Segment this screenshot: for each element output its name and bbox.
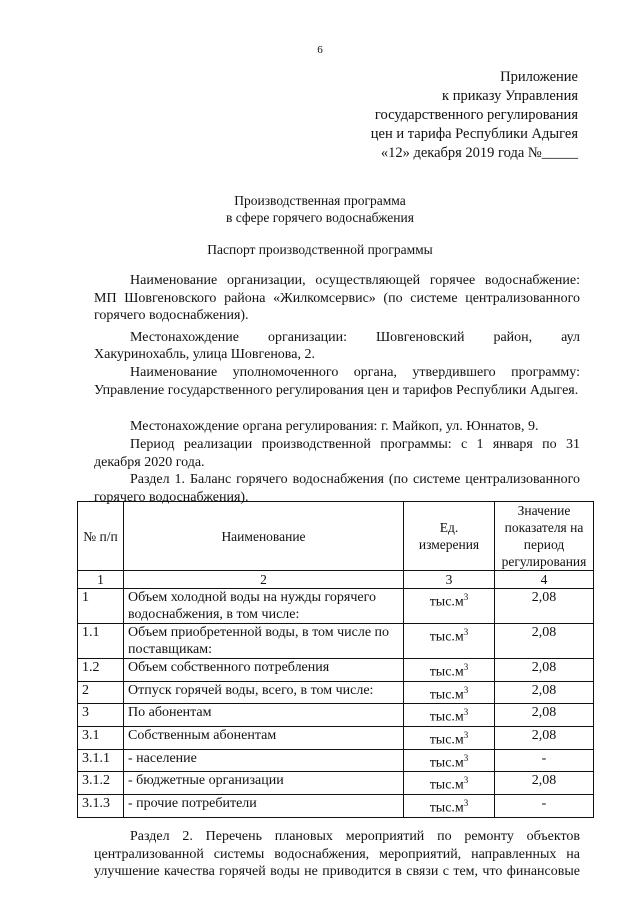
header-name: Наименование [124,502,404,571]
row-value: 2,08 [495,589,594,624]
row-name: Отпуск горячей воды, всего, в том числе: [124,681,404,704]
authority-location-paragraph: Местонахождение органа регулирования: г. Майкоп, ул. Юннатов, 9. [130,419,539,434]
index-cell: 1 [78,571,124,589]
row-name: Объем собственного потребления [124,659,404,682]
index-cell: 4 [495,571,594,589]
row-number: 2 [78,681,124,704]
row-number: 3.1.1 [78,749,124,772]
header-unit: Ед. измерения [404,502,495,571]
header-value: Значение показателя на период регулирования [495,502,594,571]
appendix-line: Приложение [500,69,578,85]
row-name: По абонентам [124,704,404,727]
row-unit: $тыс.м^3$ [404,704,495,727]
row-value: 2,08 [495,681,594,704]
row-value: 2,08 [495,704,594,727]
row-unit: $тыс.м^3$ [404,589,495,624]
row-name: - прочие потребители [124,794,404,817]
row-value: 2,08 [495,772,594,795]
row-unit: $тыс.м^3$ [404,681,495,704]
section1-paragraph: Раздел 1. Баланс горячего водоснабжения (по системе централизованного горячего водоснабжения). [94,472,580,505]
row-unit: $тыс.м^3$ [404,749,495,772]
row-number: 1 [78,589,124,624]
org-name-paragraph: Наименование организации, осуществляющей горячее водоснабжение: МП Шовгеновского района «Жилкомсервис» (по системе централизованного горячего водоснабжения). [94,273,580,323]
index-cell: 3 [404,571,495,589]
row-value: - [495,794,594,817]
index-cell: 2 [124,571,404,589]
appendix-line: цен и тарифа Республики Адыгея [370,126,578,142]
appendix-line: к приказу Управления [442,88,578,104]
org-location-paragraph: Местонахождение организации: Шовгеновский район, аул [130,330,580,345]
table-row [78,704,594,727]
program-title-line: в сфере горячего водоснабжения [226,210,414,225]
row-name: Собственным абонентам [124,726,404,749]
appendix-block [371,68,578,163]
row-number: 3 [78,704,124,727]
table-row [78,726,594,749]
row-unit: $тыс.м^3$ [404,659,495,682]
row-value: 2,08 [495,624,594,659]
row-number: 1.1 [78,624,124,659]
table-header-row [78,502,594,571]
section2-paragraph: Раздел 2. Перечень плановых мероприятий по ремонту объектов централизованной системы водоснабжения, мероприятий, направленных на улучшение качества горячей воды не приводится в связи с тем, что финансовые [94,829,580,879]
appendix-line: «12» декабря 2019 года №_____ [380,145,578,161]
table-index-row [78,571,594,589]
row-unit: $тыс.м^3$ [404,726,495,749]
row-number: 3.1 [78,726,124,749]
row-value: 2,08 [495,659,594,682]
row-number: 3.1.3 [78,794,124,817]
row-unit: $тыс.м^3$ [404,772,495,795]
table-row [78,681,594,704]
program-title [0,192,640,226]
row-unit: $тыс.м^3$ [404,794,495,817]
table-row [78,772,594,795]
table-row [78,749,594,772]
table-body [78,589,594,818]
header-num: № п/п [78,502,124,571]
authority-paragraph: Наименование уполномоченного органа, утвердившего программу: Управление государственного регулирования цен и тарифов Республики Адыгея. [94,365,580,398]
row-name: Объем холодной воды на нужды горячего водоснабжения, в том числе: [124,589,404,624]
table-row [78,794,594,817]
table-row [78,659,594,682]
program-title-line: Производственная программа [234,193,406,208]
row-name: - население [124,749,404,772]
table-row [78,624,594,659]
row-value: - [495,749,594,772]
row-name: - бюджетные организации [124,772,404,795]
appendix-line: государственного регулирования [374,107,578,123]
table-row [78,589,594,624]
row-value: 2,08 [495,726,594,749]
row-name: Объем приобретенной воды, в том числе по поставщикам: [124,624,404,659]
period-paragraph: Период реализации производственной программы: с 1 января по 31 декабря 2020 года. [94,437,580,470]
passport-heading: Паспорт производственной программы [207,242,433,257]
page-number: 6 [317,44,323,56]
balance-table [77,501,594,818]
row-unit: $тыс.м^3$ [404,624,495,659]
row-number: 3.1.2 [78,772,124,795]
org-location-paragraph-cont: Хакуринохабль, улица Шовгенова, 2. [94,347,315,362]
row-number: 1.2 [78,659,124,682]
